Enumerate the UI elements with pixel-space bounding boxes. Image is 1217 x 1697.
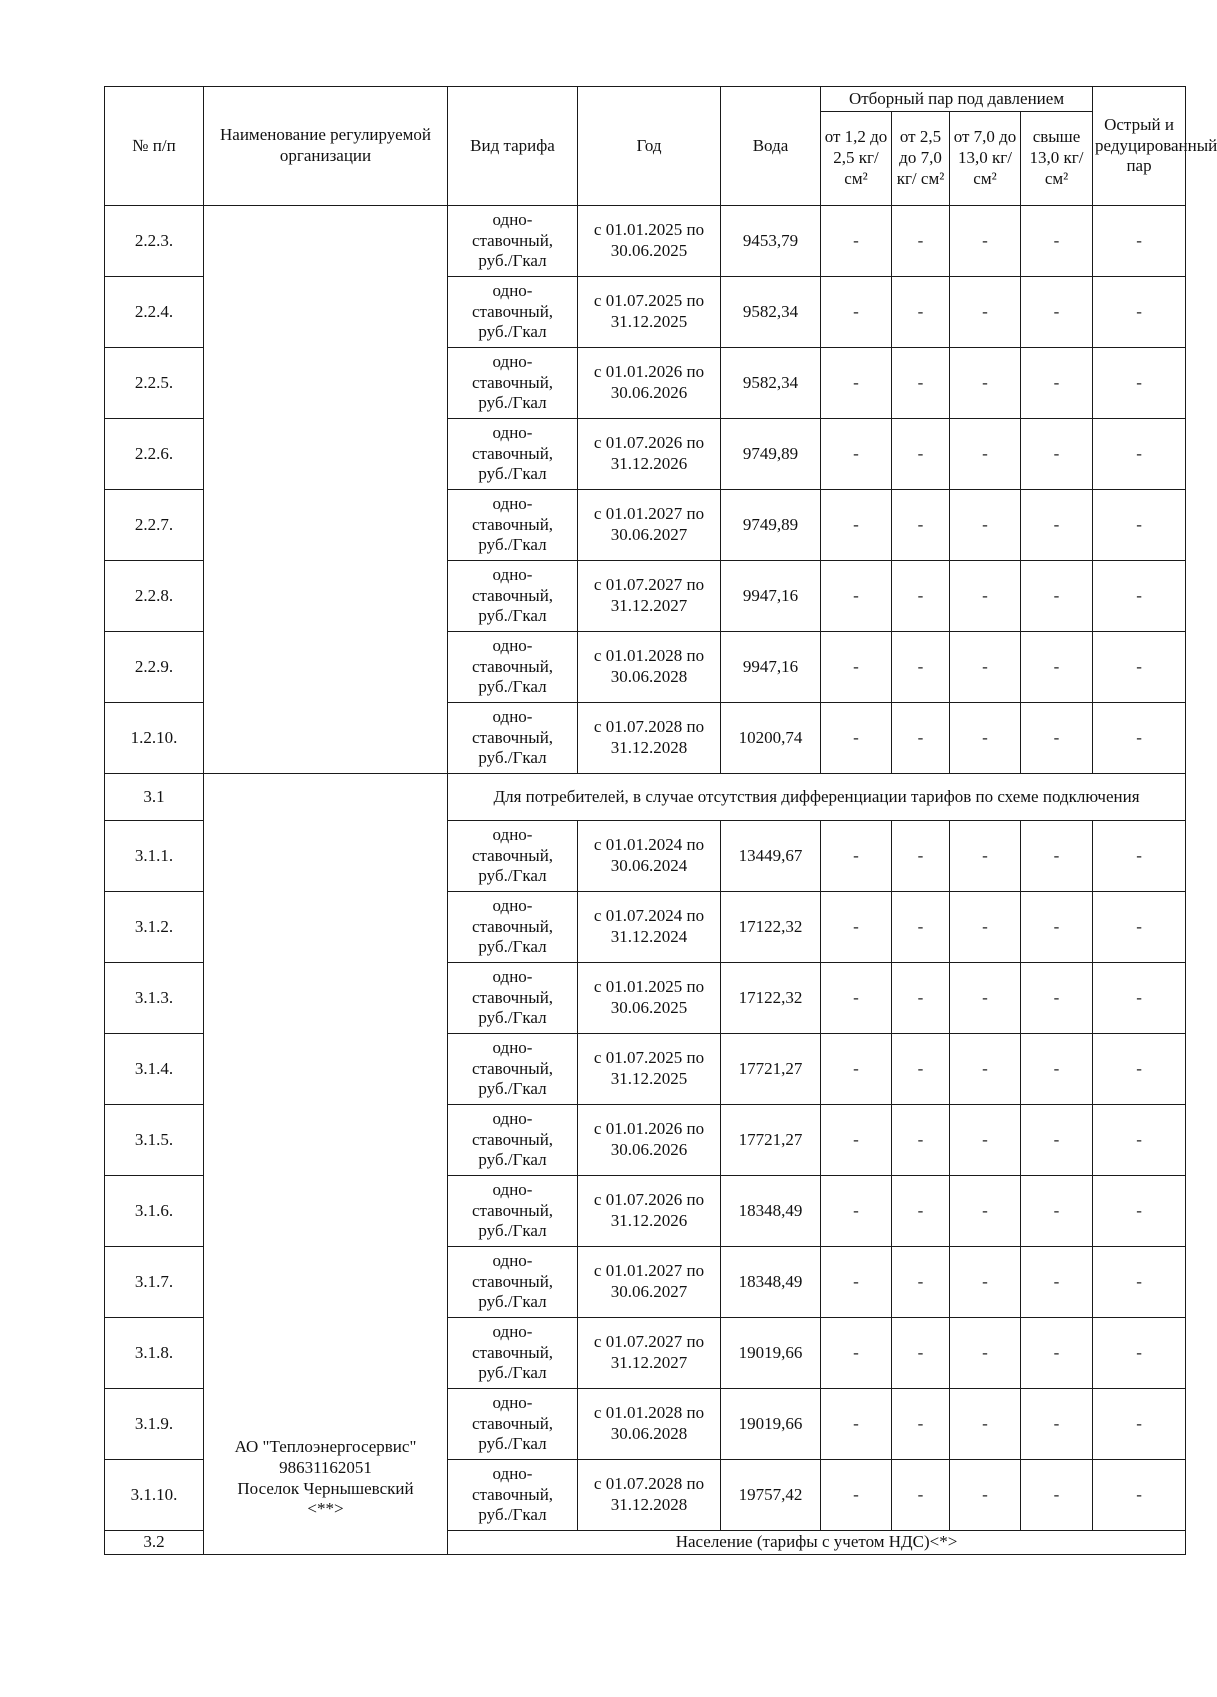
section-number: 3.1 bbox=[105, 774, 204, 821]
steam-4-value: - bbox=[1021, 1389, 1093, 1460]
period-cell: с 01.01.2028 по 30.06.2028 bbox=[578, 632, 721, 703]
row-number: 3.1.1. bbox=[105, 821, 204, 892]
tariff-type-line: одно- bbox=[492, 564, 533, 584]
sharp-steam-value: - bbox=[1093, 419, 1186, 490]
period-cell: с 01.07.2026 по 31.12.2026 bbox=[578, 419, 721, 490]
tariff-type-line: одно- bbox=[492, 966, 533, 986]
tariff-type-line: одно- bbox=[492, 1250, 533, 1270]
steam-3-value: - bbox=[950, 348, 1021, 419]
period-cell: с 01.07.2027 по 31.12.2027 bbox=[578, 1318, 721, 1389]
steam-1-value: - bbox=[821, 821, 892, 892]
tariff-type-line: руб./Гкал bbox=[478, 1221, 547, 1241]
steam-4-value: - bbox=[1021, 963, 1093, 1034]
header-steam-group: Отборный пар под давлением bbox=[821, 87, 1093, 112]
water-value: 9749,89 bbox=[721, 490, 821, 561]
tariff-type-line: ставочный, bbox=[471, 656, 554, 676]
steam-3-value: - bbox=[950, 821, 1021, 892]
row-number: 2.2.5. bbox=[105, 348, 204, 419]
row-number: 3.1.6. bbox=[105, 1176, 204, 1247]
period-cell: с 01.01.2026 по 30.06.2026 bbox=[578, 1105, 721, 1176]
steam-2-value: - bbox=[892, 1389, 950, 1460]
tariff-type-cell bbox=[448, 206, 578, 277]
sharp-steam-value: - bbox=[1093, 277, 1186, 348]
tariff-type-line: руб./Гкал bbox=[478, 1292, 547, 1312]
tariff-type-cell bbox=[448, 348, 578, 419]
period-cell: с 01.07.2028 по 31.12.2028 bbox=[578, 1460, 721, 1531]
row-number: 3.1.5. bbox=[105, 1105, 204, 1176]
tariff-type-cell bbox=[448, 277, 578, 348]
steam-4-value: - bbox=[1021, 632, 1093, 703]
period-cell: с 01.01.2026 по 30.06.2026 bbox=[578, 348, 721, 419]
header-org: Наименование регулируемой организации bbox=[204, 87, 448, 206]
water-value: 18348,49 bbox=[721, 1176, 821, 1247]
tariff-type-line: одно- bbox=[492, 1392, 533, 1412]
tariff-type-cell bbox=[448, 892, 578, 963]
steam-2-value: - bbox=[892, 1318, 950, 1389]
tariff-type-cell bbox=[448, 1105, 578, 1176]
water-value: 9947,16 bbox=[721, 632, 821, 703]
steam-1-value: - bbox=[821, 1105, 892, 1176]
sharp-steam-value: - bbox=[1093, 1176, 1186, 1247]
tariff-type-line: одно- bbox=[492, 1321, 533, 1341]
tariff-type-line: ставочный, bbox=[471, 1413, 554, 1433]
steam-2-value: - bbox=[892, 490, 950, 561]
tariff-type-line: одно- bbox=[492, 635, 533, 655]
tariff-type-line: руб./Гкал bbox=[478, 606, 547, 626]
header-row-top bbox=[105, 87, 1186, 112]
steam-4-value: - bbox=[1021, 348, 1093, 419]
period-cell: с 01.01.2027 по 30.06.2027 bbox=[578, 490, 721, 561]
header-pressure-1 bbox=[821, 112, 892, 206]
tariff-type-line: руб./Гкал bbox=[478, 535, 547, 555]
tariff-type-line: ставочный, bbox=[471, 514, 554, 534]
sharp-steam-value: - bbox=[1093, 632, 1186, 703]
steam-2-value: - bbox=[892, 963, 950, 1034]
tariff-type-cell bbox=[448, 1247, 578, 1318]
row-number: 2.2.3. bbox=[105, 206, 204, 277]
table-row bbox=[105, 206, 1186, 277]
period-cell: с 01.01.2025 по 30.06.2025 bbox=[578, 206, 721, 277]
tariff-type-cell bbox=[448, 963, 578, 1034]
sharp-steam-value: - bbox=[1093, 963, 1186, 1034]
tariff-type-line: ставочный, bbox=[471, 1342, 554, 1362]
tariff-type-line: одно- bbox=[492, 280, 533, 300]
sharp-steam-value: - bbox=[1093, 821, 1186, 892]
water-value: 19019,66 bbox=[721, 1318, 821, 1389]
steam-1-value: - bbox=[821, 561, 892, 632]
tariff-type-line: руб./Гкал bbox=[478, 251, 547, 271]
sharp-steam-value: - bbox=[1093, 348, 1186, 419]
tariff-type-line: ставочный, bbox=[471, 845, 554, 865]
steam-4-value: - bbox=[1021, 206, 1093, 277]
tariff-type-cell bbox=[448, 561, 578, 632]
tariff-type-line: руб./Гкал bbox=[478, 322, 547, 342]
steam-1-value: - bbox=[821, 1034, 892, 1105]
sharp-steam-value: - bbox=[1093, 490, 1186, 561]
steam-2-value: - bbox=[892, 821, 950, 892]
period-cell: с 01.07.2028 по 31.12.2028 bbox=[578, 703, 721, 774]
tariff-type-cell bbox=[448, 490, 578, 561]
tariff-type-line: ставочный, bbox=[471, 372, 554, 392]
header-tariff-type: Вид тарифа bbox=[448, 87, 578, 206]
sharp-steam-value: - bbox=[1093, 1247, 1186, 1318]
steam-2-value: - bbox=[892, 277, 950, 348]
steam-3-value: - bbox=[950, 1460, 1021, 1531]
sharp-steam-value: - bbox=[1093, 892, 1186, 963]
header-pressure-2-text: от 2,5 до 7,0 кг/ см² bbox=[896, 127, 945, 188]
steam-3-value: - bbox=[950, 1105, 1021, 1176]
tariff-type-line: руб./Гкал bbox=[478, 393, 547, 413]
row-number: 2.2.9. bbox=[105, 632, 204, 703]
row-number: 3.1.4. bbox=[105, 1034, 204, 1105]
period-cell: с 01.07.2025 по 31.12.2025 bbox=[578, 1034, 721, 1105]
steam-1-value: - bbox=[821, 277, 892, 348]
tariff-type-line: одно- bbox=[492, 209, 533, 229]
steam-2-value: - bbox=[892, 892, 950, 963]
tariff-type-line: одно- bbox=[492, 706, 533, 726]
header-pressure-3-text: от 7,0 до 13,0 кг/ см² bbox=[953, 127, 1017, 188]
water-value: 19019,66 bbox=[721, 1389, 821, 1460]
tariff-type-cell bbox=[448, 1176, 578, 1247]
steam-3-value: - bbox=[950, 892, 1021, 963]
steam-1-value: - bbox=[821, 963, 892, 1034]
steam-4-value: - bbox=[1021, 419, 1093, 490]
tariff-type-line: ставочный, bbox=[471, 727, 554, 747]
tariff-type-line: руб./Гкал bbox=[478, 937, 547, 957]
period-cell: с 01.01.2028 по 30.06.2028 bbox=[578, 1389, 721, 1460]
steam-3-value: - bbox=[950, 1318, 1021, 1389]
steam-4-value: - bbox=[1021, 1105, 1093, 1176]
row-number: 3.1.10. bbox=[105, 1460, 204, 1531]
sharp-steam-value: - bbox=[1093, 1105, 1186, 1176]
tariff-type-line: ставочный, bbox=[471, 301, 554, 321]
period-cell: с 01.07.2027 по 31.12.2027 bbox=[578, 561, 721, 632]
water-value: 13449,67 bbox=[721, 821, 821, 892]
steam-4-value: - bbox=[1021, 561, 1093, 632]
water-value: 18348,49 bbox=[721, 1247, 821, 1318]
tariff-type-line: руб./Гкал bbox=[478, 464, 547, 484]
steam-2-value: - bbox=[892, 632, 950, 703]
tariff-type-line: ставочный, bbox=[471, 1200, 554, 1220]
water-value: 17721,27 bbox=[721, 1034, 821, 1105]
tariff-type-cell bbox=[448, 1318, 578, 1389]
header-pressure-2 bbox=[892, 112, 950, 206]
steam-2-value: - bbox=[892, 703, 950, 774]
period-cell: с 01.01.2024 по 30.06.2024 bbox=[578, 821, 721, 892]
water-value: 9749,89 bbox=[721, 419, 821, 490]
period-cell: с 01.07.2026 по 31.12.2026 bbox=[578, 1176, 721, 1247]
steam-4-value: - bbox=[1021, 1460, 1093, 1531]
steam-3-value: - bbox=[950, 1176, 1021, 1247]
header-num: № п/п bbox=[105, 87, 204, 206]
tariff-type-cell bbox=[448, 1034, 578, 1105]
steam-4-value: - bbox=[1021, 490, 1093, 561]
steam-2-value: - bbox=[892, 348, 950, 419]
row-number: 3.1.8. bbox=[105, 1318, 204, 1389]
tariff-type-line: ставочный, bbox=[471, 1484, 554, 1504]
tariff-type-line: ставочный, bbox=[471, 1129, 554, 1149]
row-number: 3.1.7. bbox=[105, 1247, 204, 1318]
header-sharp-steam: Острый и редуцированный пар bbox=[1093, 87, 1186, 206]
tariff-type-line: одно- bbox=[492, 422, 533, 442]
steam-2-value: - bbox=[892, 1034, 950, 1105]
tariff-type-line: одно- bbox=[492, 351, 533, 371]
period-cell: с 01.01.2027 по 30.06.2027 bbox=[578, 1247, 721, 1318]
steam-2-value: - bbox=[892, 419, 950, 490]
steam-2-value: - bbox=[892, 561, 950, 632]
row-number: 2.2.7. bbox=[105, 490, 204, 561]
water-value: 9947,16 bbox=[721, 561, 821, 632]
tariff-type-line: одно- bbox=[492, 1108, 533, 1128]
period-cell: с 01.07.2025 по 31.12.2025 bbox=[578, 277, 721, 348]
tariff-type-line: одно- bbox=[492, 895, 533, 915]
org-name-cell bbox=[204, 774, 448, 1555]
tariff-type-line: ставочный, bbox=[471, 230, 554, 250]
section-number: 3.2 bbox=[105, 1531, 204, 1555]
tariff-type-line: одно- bbox=[492, 1179, 533, 1199]
header-pressure-3 bbox=[950, 112, 1021, 206]
org-inn: 98631162051 bbox=[279, 1457, 372, 1477]
row-number: 2.2.4. bbox=[105, 277, 204, 348]
header-year: Год bbox=[578, 87, 721, 206]
header-pressure-4-text: свыше 13,0 кг/ см² bbox=[1029, 127, 1084, 188]
tariff-type-cell bbox=[448, 1389, 578, 1460]
tariff-type-line: ставочный, bbox=[471, 443, 554, 463]
steam-4-value: - bbox=[1021, 277, 1093, 348]
tariff-type-line: руб./Гкал bbox=[478, 1434, 547, 1454]
steam-3-value: - bbox=[950, 1389, 1021, 1460]
tariff-type-line: ставочный, bbox=[471, 916, 554, 936]
tariff-type-line: одно- bbox=[492, 1037, 533, 1057]
steam-4-value: - bbox=[1021, 821, 1093, 892]
sharp-steam-value: - bbox=[1093, 1318, 1186, 1389]
tariff-type-cell bbox=[448, 419, 578, 490]
steam-1-value: - bbox=[821, 1460, 892, 1531]
tariff-type-line: одно- bbox=[492, 1463, 533, 1483]
row-number: 3.1.3. bbox=[105, 963, 204, 1034]
tariff-type-line: ставочный, bbox=[471, 1058, 554, 1078]
tariff-table bbox=[104, 86, 1217, 1555]
water-value: 9582,34 bbox=[721, 348, 821, 419]
steam-1-value: - bbox=[821, 1176, 892, 1247]
header-water: Вода bbox=[721, 87, 821, 206]
steam-3-value: - bbox=[950, 561, 1021, 632]
tariff-type-line: руб./Гкал bbox=[478, 677, 547, 697]
steam-3-value: - bbox=[950, 1247, 1021, 1318]
steam-1-value: - bbox=[821, 632, 892, 703]
water-value: 19757,42 bbox=[721, 1460, 821, 1531]
steam-3-value: - bbox=[950, 277, 1021, 348]
steam-2-value: - bbox=[892, 1105, 950, 1176]
steam-1-value: - bbox=[821, 703, 892, 774]
org-name-cell bbox=[204, 206, 448, 774]
tariff-type-cell bbox=[448, 1460, 578, 1531]
steam-2-value: - bbox=[892, 1176, 950, 1247]
section-title: Население (тарифы с учетом НДС)<*> bbox=[448, 1531, 1186, 1555]
tariff-type-line: руб./Гкал bbox=[478, 1150, 547, 1170]
tariff-type-line: ставочный, bbox=[471, 1271, 554, 1291]
header-pressure-1-text: от 1,2 до 2,5 кг/ см² bbox=[824, 127, 888, 188]
row-number: 3.1.2. bbox=[105, 892, 204, 963]
row-number: 3.1.9. bbox=[105, 1389, 204, 1460]
steam-3-value: - bbox=[950, 632, 1021, 703]
water-value: 10200,74 bbox=[721, 703, 821, 774]
tariff-type-line: руб./Гкал bbox=[478, 1363, 547, 1383]
section-row bbox=[105, 774, 1186, 821]
steam-1-value: - bbox=[821, 490, 892, 561]
org-note: <**> bbox=[307, 1499, 344, 1519]
steam-1-value: - bbox=[821, 419, 892, 490]
section-title: Для потребителей, в случае отсутствия дифференциации тарифов по схеме подключения bbox=[448, 774, 1186, 821]
steam-4-value: - bbox=[1021, 892, 1093, 963]
tariff-type-line: руб./Гкал bbox=[478, 748, 547, 768]
org-name: АО "Теплоэнергосервис" bbox=[234, 1437, 417, 1457]
tariff-type-line: руб./Гкал bbox=[478, 1505, 547, 1525]
steam-4-value: - bbox=[1021, 1318, 1093, 1389]
steam-3-value: - bbox=[950, 419, 1021, 490]
steam-2-value: - bbox=[892, 1460, 950, 1531]
water-value: 17122,32 bbox=[721, 963, 821, 1034]
steam-3-value: - bbox=[950, 1034, 1021, 1105]
tariff-type-line: руб./Гкал bbox=[478, 1008, 547, 1028]
steam-2-value: - bbox=[892, 1247, 950, 1318]
tariff-type-line: ставочный, bbox=[471, 987, 554, 1007]
steam-4-value: - bbox=[1021, 703, 1093, 774]
steam-4-value: - bbox=[1021, 1176, 1093, 1247]
tariff-type-line: руб./Гкал bbox=[478, 866, 547, 886]
tariff-type-cell bbox=[448, 703, 578, 774]
tariff-type-line: руб./Гкал bbox=[478, 1079, 547, 1099]
row-number: 1.2.10. bbox=[105, 703, 204, 774]
tariff-type-line: одно- bbox=[492, 824, 533, 844]
sharp-steam-value: - bbox=[1093, 561, 1186, 632]
steam-3-value: - bbox=[950, 963, 1021, 1034]
steam-3-value: - bbox=[950, 490, 1021, 561]
steam-1-value: - bbox=[821, 348, 892, 419]
water-value: 9453,79 bbox=[721, 206, 821, 277]
steam-2-value: - bbox=[892, 206, 950, 277]
sharp-steam-value: - bbox=[1093, 1034, 1186, 1105]
period-cell: с 01.01.2025 по 30.06.2025 bbox=[578, 963, 721, 1034]
row-number: 2.2.6. bbox=[105, 419, 204, 490]
steam-1-value: - bbox=[821, 1389, 892, 1460]
sharp-steam-value: - bbox=[1093, 1460, 1186, 1531]
header-pressure-4 bbox=[1021, 112, 1093, 206]
steam-1-value: - bbox=[821, 1318, 892, 1389]
steam-1-value: - bbox=[821, 1247, 892, 1318]
water-value: 17122,32 bbox=[721, 892, 821, 963]
steam-3-value: - bbox=[950, 206, 1021, 277]
steam-4-value: - bbox=[1021, 1034, 1093, 1105]
water-value: 17721,27 bbox=[721, 1105, 821, 1176]
sharp-steam-value: - bbox=[1093, 206, 1186, 277]
steam-1-value: - bbox=[821, 206, 892, 277]
tariff-type-line: ставочный, bbox=[471, 585, 554, 605]
steam-1-value: - bbox=[821, 892, 892, 963]
sharp-steam-value: - bbox=[1093, 1389, 1186, 1460]
sharp-steam-value: - bbox=[1093, 703, 1186, 774]
org-location: Поселок Чернышевский bbox=[237, 1478, 414, 1498]
tariff-type-cell bbox=[448, 821, 578, 892]
period-cell: с 01.07.2024 по 31.12.2024 bbox=[578, 892, 721, 963]
tariff-type-line: одно- bbox=[492, 493, 533, 513]
row-number: 2.2.8. bbox=[105, 561, 204, 632]
water-value: 9582,34 bbox=[721, 277, 821, 348]
tariff-type-cell bbox=[448, 632, 578, 703]
steam-4-value: - bbox=[1021, 1247, 1093, 1318]
steam-3-value: - bbox=[950, 703, 1021, 774]
